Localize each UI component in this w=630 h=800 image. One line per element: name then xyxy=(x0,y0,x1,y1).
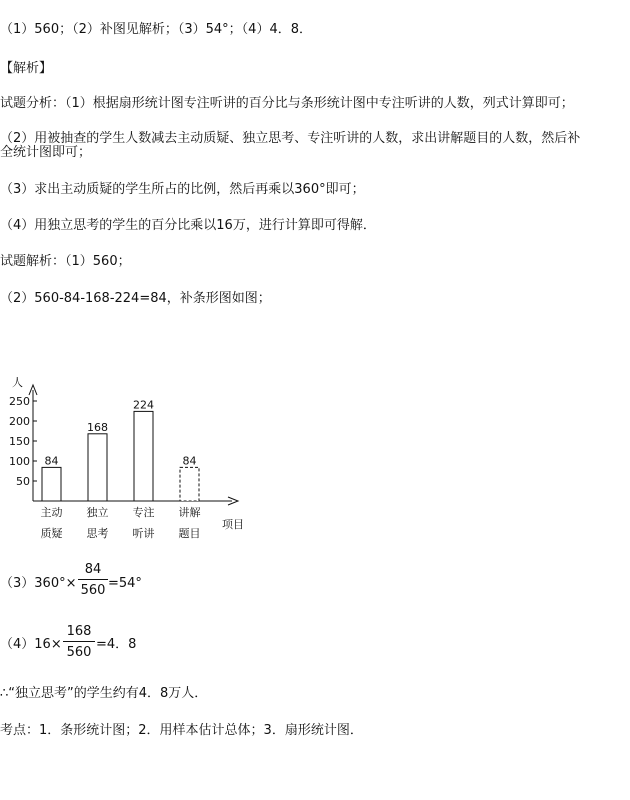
analysis-step4: （4）用独立思考的学生的百分比乘以16万，进行计算即可得解． xyxy=(0,218,376,233)
bar xyxy=(180,467,199,501)
y-tick-label: 250 xyxy=(9,395,30,408)
y-tick-label: 200 xyxy=(9,415,30,428)
solution-4-prefix: （4）16× xyxy=(0,637,62,652)
bar-value-label: 84 xyxy=(44,454,59,468)
y-tick-label: 100 xyxy=(9,455,30,468)
category-label: 听讲 xyxy=(132,527,155,540)
x-axis-label: 项目 xyxy=(222,518,244,531)
fraction-3-bar xyxy=(78,579,108,580)
category-label: 专注 xyxy=(132,506,155,519)
answer-line: （1）560；（2）补图见解析；（3）54°；（4）4．8． xyxy=(0,22,312,37)
bar-chart xyxy=(0,360,270,550)
solution-3-prefix: （3）360°× xyxy=(0,576,77,591)
analysis-intro: 试题分析：（1）根据扇形统计图专注听讲的百分比与条形统计图中专注听讲的人数，列式计算即可； xyxy=(0,96,574,111)
fraction-3-denominator: 560 xyxy=(80,583,106,598)
analysis-step2-b: 全统计图即可； xyxy=(0,145,92,160)
category-label: 题目 xyxy=(178,527,201,540)
category-label: 讲解 xyxy=(178,506,201,519)
category-label: 思考 xyxy=(86,527,109,540)
bar xyxy=(42,467,61,501)
fraction-3-numerator: 84 xyxy=(84,562,102,577)
kaodian: 考点：1．条形统计图；2．用样本估计总体；3．扇形统计图． xyxy=(0,723,363,738)
y-axis-label: 人 xyxy=(12,376,23,389)
fraction-4-denominator: 560 xyxy=(66,645,92,660)
bar-value-label: 84 xyxy=(182,454,197,468)
analysis-heading: 【解析】 xyxy=(0,61,53,76)
fraction-4 xyxy=(63,624,95,660)
solution-4-suffix: =4．8 xyxy=(96,637,137,652)
fraction-3 xyxy=(78,562,108,598)
solution-3-suffix: =54° xyxy=(108,576,142,591)
analysis-step3: （3）求出主动质疑的学生所占的比例，然后再乘以360°即可； xyxy=(0,182,365,197)
bar-value-label: 168 xyxy=(87,420,108,434)
analysis-step2-a: （2）用被抽查的学生人数减去主动质疑、独立思考、专注听讲的人数，求出讲解题目的人数，然后补 xyxy=(0,131,581,146)
solution-1: 试题解析：（1）560； xyxy=(0,254,131,269)
solution-2: （2）560-84-168-224=84，补条形图如图； xyxy=(0,291,271,306)
fraction-4-numerator: 168 xyxy=(66,624,92,639)
bar xyxy=(88,434,107,501)
category-label: 独立 xyxy=(86,506,109,519)
category-label: 主动 xyxy=(40,506,63,519)
bar xyxy=(134,411,153,501)
y-tick-label: 50 xyxy=(16,475,30,488)
y-tick-label: 150 xyxy=(9,435,30,448)
fraction-4-bar xyxy=(63,641,95,642)
conclusion: ∴“独立思考”的学生约有4．8万人． xyxy=(0,686,208,701)
bar-value-label: 224 xyxy=(133,398,154,412)
category-label: 质疑 xyxy=(40,527,63,540)
